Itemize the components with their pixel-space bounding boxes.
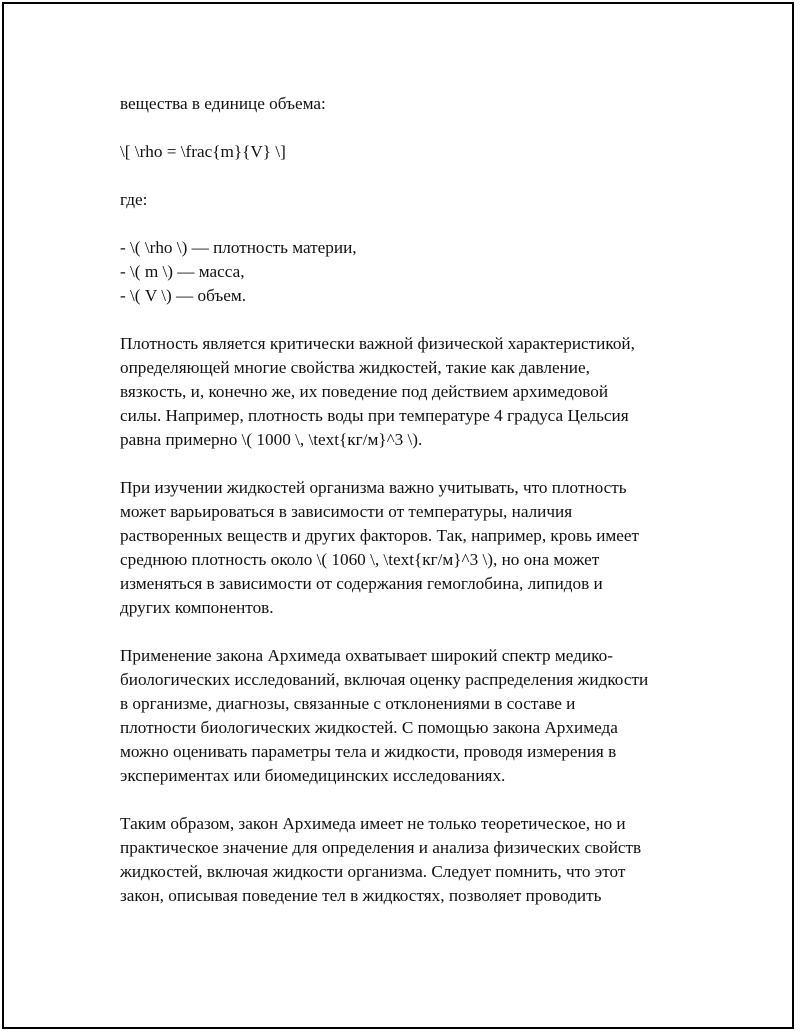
paragraph-conclusion: Таким образом, закон Архимеда имеет не только теоретическое, но и практическое значение для определения и анализа физических свойств жидкостей, включая жидкости организма. Следует помнить, что этот закон, описывая поведение тел в жидкостях, позволяет проводить xyxy=(120,814,642,905)
document-body xyxy=(120,92,700,908)
density-formula: \[ \rho = \frac{m}{V} \] xyxy=(120,142,286,161)
document-page xyxy=(2,2,794,1029)
where-label: где: xyxy=(120,190,148,209)
variable-definitions: - \( \rho \) — плотность материи, - \( m \) — масса, - \( V \) — объем. xyxy=(120,238,357,305)
paragraph-archimedes-applications: Применение закона Архимеда охватывает широкий спектр медико- биологических исследований, включая оценку распределения жидкости в организме, диагнозы, связанные с отклонениями в составе и плотности биологических жидкостей. С помощью закона Архимеда можно оценивать параметры тела и жидкости, проводя измерения в экспериментах или биомедицинских исследованиях. xyxy=(120,646,649,785)
paragraph-body-fluids: При изучении жидкостей организма важно учитывать, что плотность может варьироваться в зависимости от температуры, наличия растворенных веществ и других факторов. Так, например, кровь имеет среднюю плотность около \( 1060 \, \text{кг/м}^3 \), но она может изменяться в зависимости от содержания гемоглобина, липидов и других компонентов. xyxy=(120,478,640,617)
paragraph-density-importance: Плотность является критически важной физической характеристикой, определяющей многие свойства жидкостей, такие как давление, вязкость, и, конечно же, их поведение под действием архимедовой силы. Например, плотность воды при температуре 4 градуса Цельсия равна примерно \( 1000 \, \text{кг/м}^3 \). xyxy=(120,334,635,449)
intro-line: вещества в единице объема: xyxy=(120,94,326,113)
